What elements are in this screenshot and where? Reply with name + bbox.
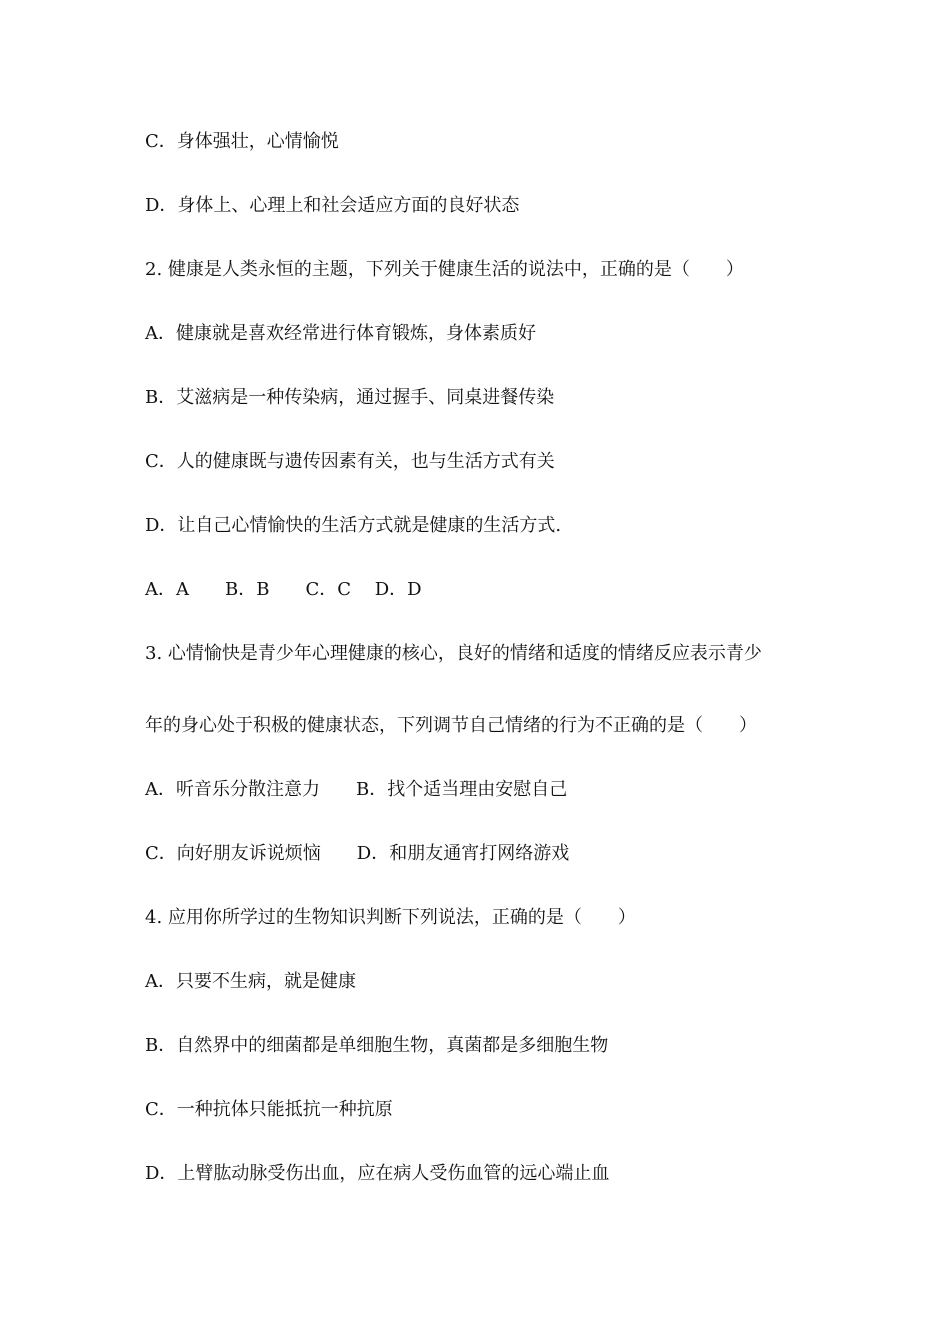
- q1-option-d: D．身体上、心理上和社会适应方面的良好状态: [145, 195, 520, 216]
- q3-options-cd: C．向好朋友诉说烦恼 D．和朋友通宵打网络游戏: [145, 843, 570, 864]
- q2-option-c: C．人的健康既与遗传因素有关，也与生活方式有关: [145, 451, 555, 472]
- q3-options-ab: A．听音乐分散注意力 B．找个适当理由安慰自己: [145, 779, 568, 800]
- q4-option-b: B．自然界中的细菌都是单细胞生物，真菌都是多细胞生物: [145, 1035, 609, 1056]
- q2-answer-choices: A．A B．B C．C D．D: [145, 579, 422, 600]
- q2-option-a: A．健康就是喜欢经常进行体育锻炼，身体素质好: [145, 323, 536, 344]
- q4-option-c: C．一种抗体只能抵抗一种抗原: [145, 1099, 393, 1120]
- q1-option-c: C．身体强壮，心情愉悦: [145, 131, 339, 152]
- q4-option-d: D．上臂肱动脉受伤出血，应在病人受伤血管的远心端止血: [145, 1163, 610, 1184]
- q2-option-d: D．让自己心情愉快的生活方式就是健康的生活方式.: [145, 515, 562, 536]
- q3-stem-line-1: 3. 心情愉快是青少年心理健康的核心，良好的情绪和适度的情绪反应表示青少: [145, 643, 762, 664]
- q2-option-b: B．艾滋病是一种传染病，通过握手、同桌进餐传染: [145, 387, 555, 408]
- q4-option-a: A．只要不生病，就是健康: [145, 971, 356, 992]
- q4-stem: 4. 应用你所学过的生物知识判断下列说法，正确的是（ ）: [145, 907, 636, 928]
- q2-stem: 2. 健康是人类永恒的主题，下列关于健康生活的说法中，正确的是（ ）: [145, 259, 744, 280]
- q3-stem-line-2: 年的身心处于积极的健康状态，下列调节自己情绪的行为不正确的是（ ）: [145, 715, 757, 736]
